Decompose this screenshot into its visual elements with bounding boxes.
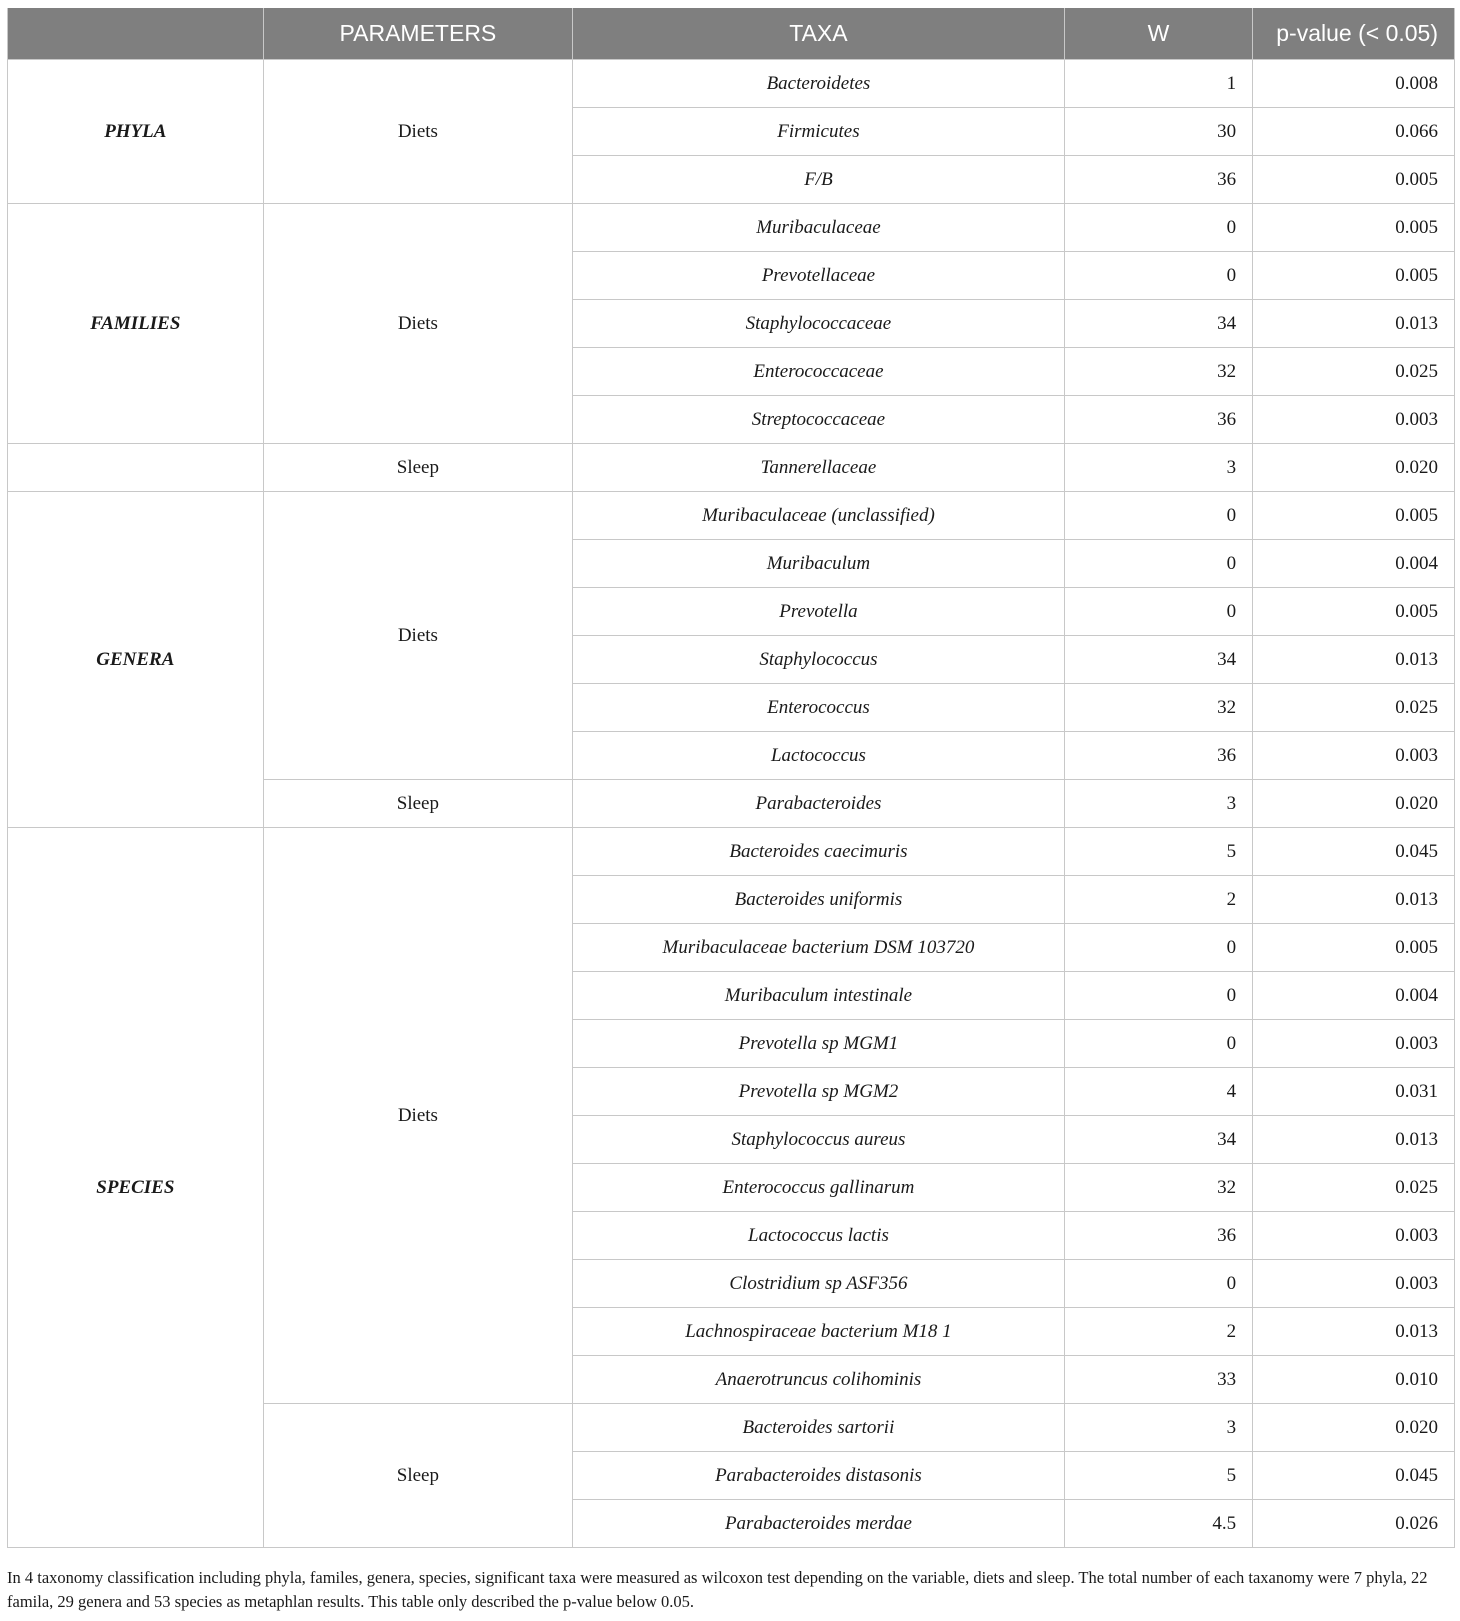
w-cell: 0 — [1064, 924, 1252, 972]
taxa-cell: Muribaculum — [573, 540, 1065, 588]
parameter-cell: Sleep — [263, 444, 572, 492]
w-cell: 34 — [1064, 300, 1252, 348]
w-cell: 2 — [1064, 876, 1252, 924]
w-cell: 32 — [1064, 1164, 1252, 1212]
taxa-cell: Clostridium sp ASF356 — [573, 1260, 1065, 1308]
category-cell: PHYLA — [8, 60, 264, 204]
p-value-cell: 0.003 — [1253, 1260, 1455, 1308]
header-w: W — [1064, 8, 1252, 60]
p-value-cell: 0.026 — [1253, 1500, 1455, 1548]
taxa-cell: Parabacteroides — [573, 780, 1065, 828]
w-cell: 3 — [1064, 1404, 1252, 1452]
parameter-cell: Diets — [263, 60, 572, 204]
p-value-cell: 0.013 — [1253, 1308, 1455, 1356]
category-cell: GENERA — [8, 492, 264, 828]
p-value-cell: 0.013 — [1253, 300, 1455, 348]
p-value-cell: 0.045 — [1253, 828, 1455, 876]
category-cell: FAMILIES — [8, 204, 264, 444]
table-row — [8, 828, 1455, 876]
header-taxa: TAXA — [573, 8, 1065, 60]
table-row — [8, 444, 1455, 492]
results-table — [7, 8, 1455, 1548]
w-cell: 0 — [1064, 540, 1252, 588]
taxa-cell: Parabacteroides distasonis — [573, 1452, 1065, 1500]
w-cell: 36 — [1064, 1212, 1252, 1260]
w-cell: 4.5 — [1064, 1500, 1252, 1548]
taxa-cell: Prevotella sp MGM2 — [573, 1068, 1065, 1116]
w-cell: 3 — [1064, 780, 1252, 828]
table-row — [8, 204, 1455, 252]
taxa-cell: Parabacteroides merdae — [573, 1500, 1065, 1548]
w-cell: 1 — [1064, 60, 1252, 108]
w-cell: 34 — [1064, 636, 1252, 684]
w-cell: 5 — [1064, 828, 1252, 876]
p-value-cell: 0.004 — [1253, 972, 1455, 1020]
w-cell: 0 — [1064, 492, 1252, 540]
p-value-cell: 0.003 — [1253, 732, 1455, 780]
taxa-cell: Muribaculaceae — [573, 204, 1065, 252]
p-value-cell: 0.025 — [1253, 1164, 1455, 1212]
w-cell: 3 — [1064, 444, 1252, 492]
header-category — [8, 8, 264, 60]
p-value-cell: 0.020 — [1253, 1404, 1455, 1452]
p-value-cell: 0.066 — [1253, 108, 1455, 156]
taxa-cell: Enterococcus gallinarum — [573, 1164, 1065, 1212]
p-value-cell: 0.003 — [1253, 396, 1455, 444]
taxa-cell: Firmicutes — [573, 108, 1065, 156]
header-p-value: p-value (< 0.05) — [1253, 8, 1455, 60]
w-cell: 32 — [1064, 348, 1252, 396]
w-cell: 32 — [1064, 684, 1252, 732]
p-value-cell: 0.025 — [1253, 348, 1455, 396]
p-value-cell: 0.003 — [1253, 1020, 1455, 1068]
taxa-cell: Prevotella — [573, 588, 1065, 636]
taxa-cell: Lactococcus lactis — [573, 1212, 1065, 1260]
taxa-cell: Anaerotruncus colihominis — [573, 1356, 1065, 1404]
w-cell: 34 — [1064, 1116, 1252, 1164]
p-value-cell: 0.025 — [1253, 684, 1455, 732]
p-value-cell: 0.003 — [1253, 1212, 1455, 1260]
p-value-cell: 0.045 — [1253, 1452, 1455, 1500]
taxa-cell: Muribaculaceae bacterium DSM 103720 — [573, 924, 1065, 972]
taxa-cell: Bacteroidetes — [573, 60, 1065, 108]
w-cell: 0 — [1064, 252, 1252, 300]
w-cell: 5 — [1064, 1452, 1252, 1500]
p-value-cell: 0.005 — [1253, 492, 1455, 540]
w-cell: 0 — [1064, 972, 1252, 1020]
p-value-cell: 0.020 — [1253, 780, 1455, 828]
parameter-cell: Diets — [263, 492, 572, 780]
taxa-cell: Enterococcaceae — [573, 348, 1065, 396]
w-cell: 0 — [1064, 1260, 1252, 1308]
taxa-cell: Staphylococcus aureus — [573, 1116, 1065, 1164]
category-cell: SPECIES — [8, 828, 264, 1548]
p-value-cell: 0.013 — [1253, 636, 1455, 684]
p-value-cell: 0.031 — [1253, 1068, 1455, 1116]
w-cell: 33 — [1064, 1356, 1252, 1404]
p-value-cell: 0.004 — [1253, 540, 1455, 588]
taxa-cell: Muribaculaceae (unclassified) — [573, 492, 1065, 540]
taxa-cell: F/B — [573, 156, 1065, 204]
p-value-cell: 0.005 — [1253, 924, 1455, 972]
p-value-cell: 0.013 — [1253, 876, 1455, 924]
taxa-cell: Prevotellaceae — [573, 252, 1065, 300]
taxa-cell: Bacteroides caecimuris — [573, 828, 1065, 876]
taxa-cell: Muribaculum intestinale — [573, 972, 1065, 1020]
taxa-cell: Prevotella sp MGM1 — [573, 1020, 1065, 1068]
header-parameters: PARAMETERS — [263, 8, 572, 60]
w-cell: 0 — [1064, 204, 1252, 252]
p-value-cell: 0.010 — [1253, 1356, 1455, 1404]
w-cell: 36 — [1064, 396, 1252, 444]
p-value-cell: 0.008 — [1253, 60, 1455, 108]
parameter-cell: Diets — [263, 204, 572, 444]
taxa-cell: Staphylococcus — [573, 636, 1065, 684]
table-caption: In 4 taxonomy classification including phyla, familes, genera, species, significant taxa were measured as wilcoxon test depending on the variable, diets and sleep. The total number of each taxanomy were 7 phyla, 22 famila, 29 genera and 53 species as metaphlan results. This table only described the p-value below 0.05. — [7, 1568, 1428, 1611]
w-cell: 2 — [1064, 1308, 1252, 1356]
taxa-cell: Staphylococcaceae — [573, 300, 1065, 348]
w-cell: 36 — [1064, 732, 1252, 780]
p-value-cell: 0.005 — [1253, 252, 1455, 300]
p-value-cell: 0.013 — [1253, 1116, 1455, 1164]
w-cell: 4 — [1064, 1068, 1252, 1116]
parameter-cell: Sleep — [263, 1404, 572, 1548]
table-row — [8, 60, 1455, 108]
header-row — [8, 8, 1455, 60]
empty-category-cell — [8, 444, 264, 492]
w-cell: 36 — [1064, 156, 1252, 204]
taxa-cell: Enterococcus — [573, 684, 1065, 732]
p-value-cell: 0.020 — [1253, 444, 1455, 492]
taxa-cell: Lachnospiraceae bacterium M18 1 — [573, 1308, 1065, 1356]
table-row — [8, 492, 1455, 540]
p-value-cell: 0.005 — [1253, 156, 1455, 204]
taxa-cell: Tannerellaceae — [573, 444, 1065, 492]
parameter-cell: Sleep — [263, 780, 572, 828]
taxa-cell: Lactococcus — [573, 732, 1065, 780]
parameter-cell: Diets — [263, 828, 572, 1404]
w-cell: 0 — [1064, 588, 1252, 636]
p-value-cell: 0.005 — [1253, 588, 1455, 636]
w-cell: 30 — [1064, 108, 1252, 156]
taxa-cell: Bacteroides sartorii — [573, 1404, 1065, 1452]
w-cell: 0 — [1064, 1020, 1252, 1068]
p-value-cell: 0.005 — [1253, 204, 1455, 252]
taxa-cell: Streptococcaceae — [573, 396, 1065, 444]
taxa-cell: Bacteroides uniformis — [573, 876, 1065, 924]
